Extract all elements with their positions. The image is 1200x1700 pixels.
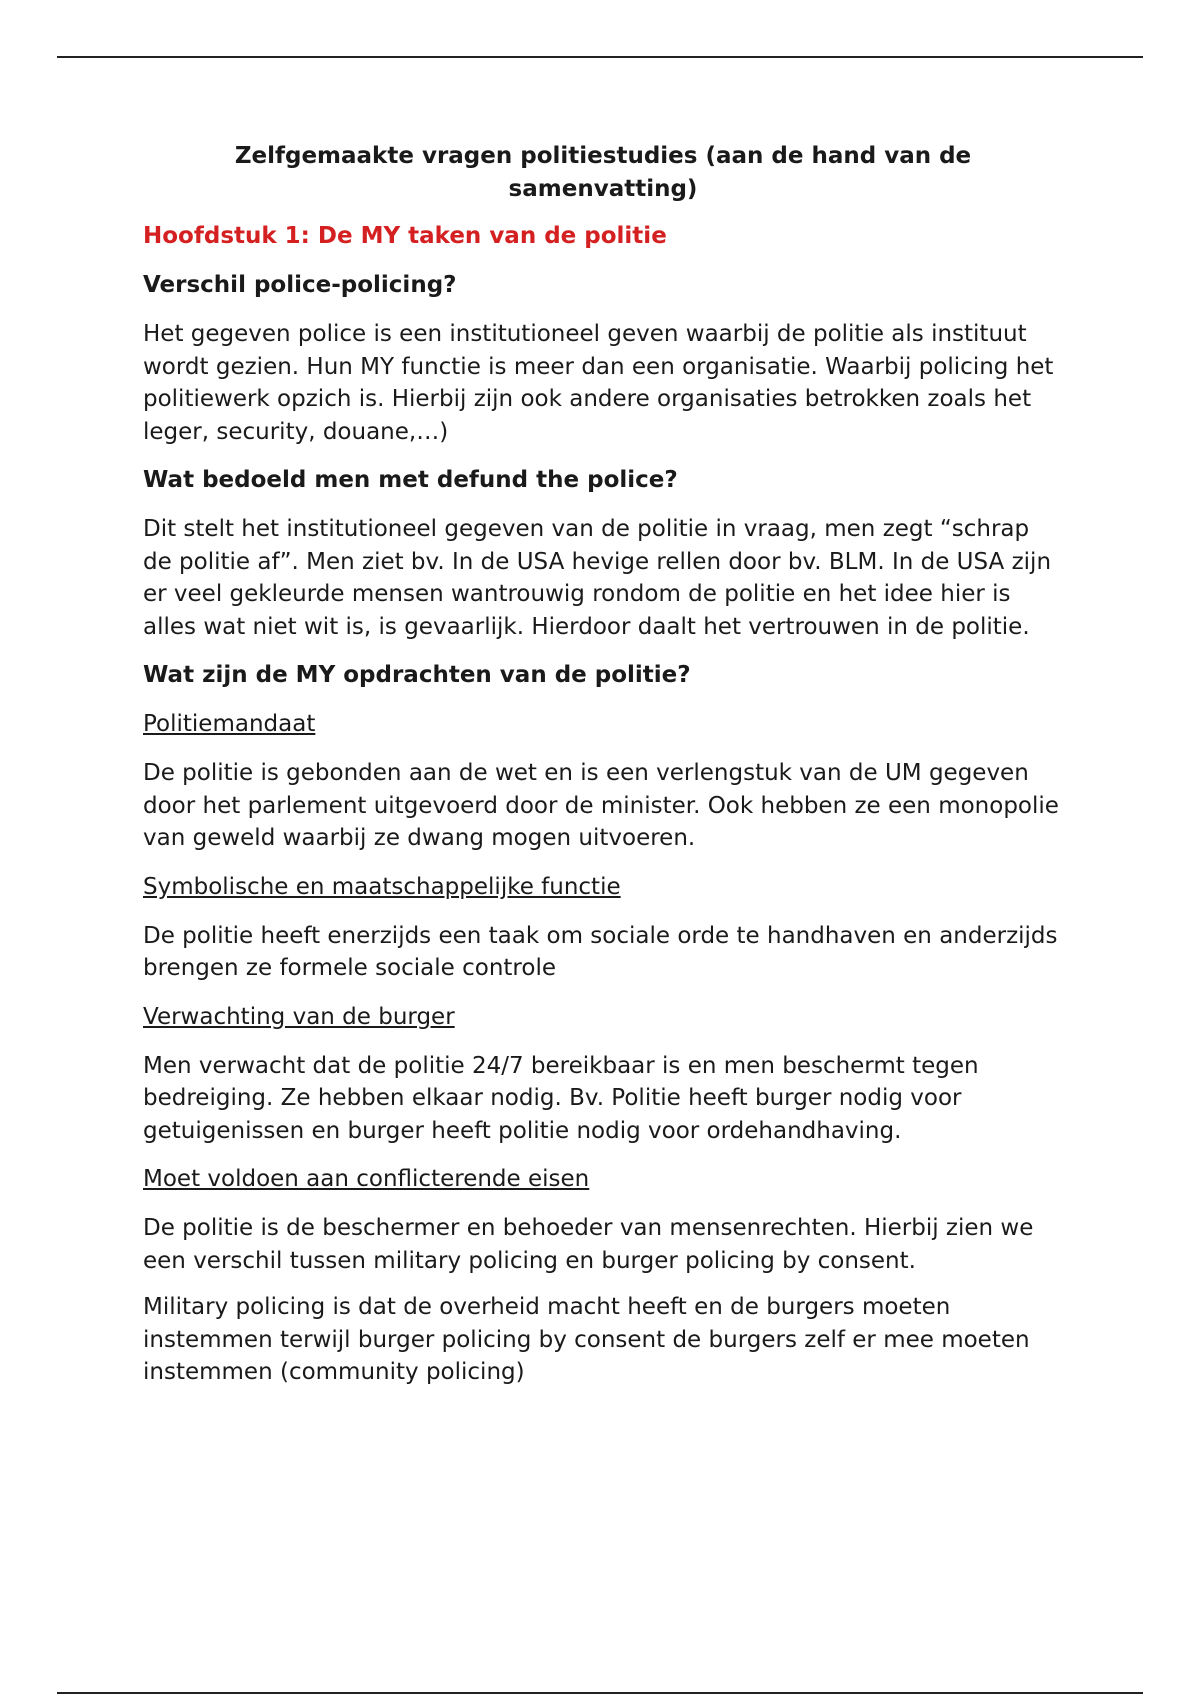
question-defund-the-police: Wat bedoeld men met defund the police? (143, 467, 678, 493)
footer-rule (57, 1692, 1143, 1694)
answer-police-policing: Het gegeven police is een institutioneel geven waarbij de politie als instituut wordt gezien. Hun MY functie is meer dan een organisatie. Waarbij policing het politiewerk opzich is. Hierbij zijn ook andere organisaties betrokken zoals het leger, security, douane,…) (143, 321, 1054, 445)
header-rule (57, 56, 1143, 58)
text-symbolische-functie: De politie heeft enerzijds een taak om sociale orde te handhaven en anderzijds brengen ze formele sociale controle (143, 922, 1058, 981)
document-title: Zelfgemaakte vragen politiestudies (aan de hand van de samenvatting) (234, 143, 972, 202)
text-conflicterende-eisen: De politie is de beschermer en behoeder van mensenrechten. Hierbij zien we een verschil tussen military policing en burger policing by consent. (143, 1215, 1034, 1274)
text-politiemandaat: De politie is gebonden aan de wet en is een verlengstuk van de UM gegeven door het parlement uitgevoerd door de minister. Ook hebben ze een monopolie van geweld waarbij ze dwang mogen uitvoeren. (143, 760, 1059, 851)
subheading-verwachting-burger: Verwachting van de burger (143, 1003, 455, 1030)
question-my-opdrachten: Wat zijn de MY opdrachten van de politie? (143, 662, 691, 688)
text-verwachting-burger: Men verwacht dat de politie 24/7 bereikbaar is en men beschermt tegen bedreiging. Ze hebben elkaar nodig. Bv. Politie heeft burger nodig voor getuigenissen en burger heeft politie nodig voor ordehandhaving. (143, 1052, 979, 1144)
subheading-politiemandaat: Politiemandaat (143, 711, 316, 737)
chapter-heading: Hoofdstuk 1: De MY taken van de politie (143, 223, 667, 249)
text-military-policing: Military policing is dat de overheid macht heeft en de burgers moeten instemmen terwijl burger policing by consent de burgers zelf er mee moeten instemmen (community policing) (143, 1294, 1030, 1385)
document-body (143, 140, 1063, 1405)
answer-defund-the-police: Dit stelt het institutioneel gegeven van de politie in vraag, men zegt “schrap de politie af”. Men ziet bv. In de USA hevige rellen door bv. BLM. In de USA zijn er veel gekleurde mensen wantrouwig rondom de politie en het idee hier is alles wat niet wit is, is gevaarlijk. Hierdoor daalt het vertrouwen in de politie. (143, 516, 1052, 640)
subheading-conflicterende-eisen: Moet voldoen aan conflicterende eisen (143, 1166, 590, 1192)
subheading-symbolische-functie: Symbolische en maatschappelijke functie (143, 873, 621, 900)
question-police-policing: Verschil police-policing? (143, 272, 457, 298)
